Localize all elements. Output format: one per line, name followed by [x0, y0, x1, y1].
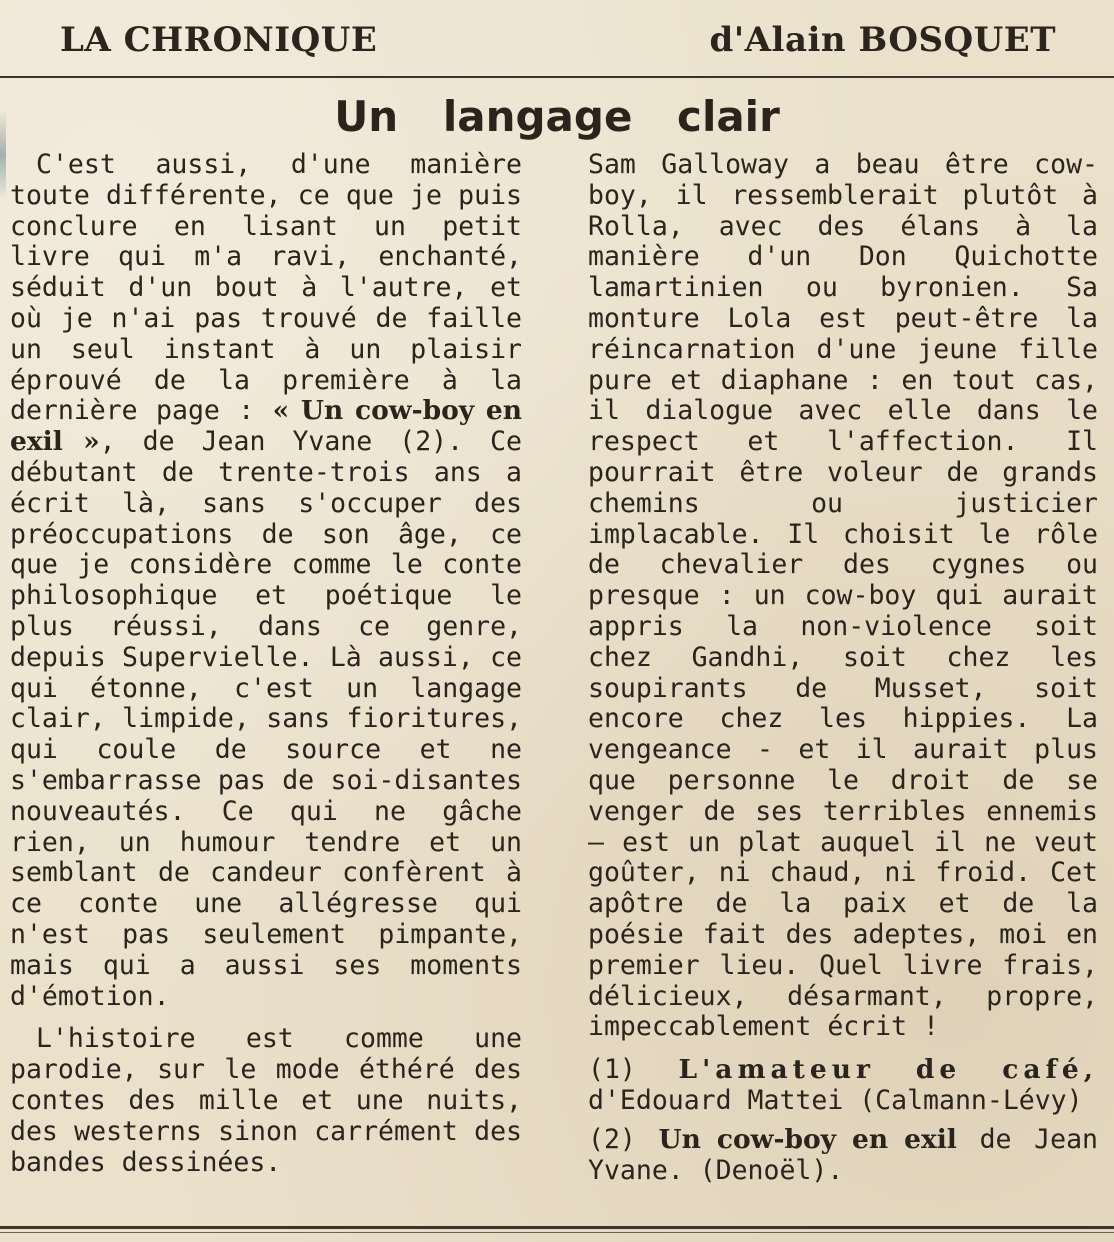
- header-rule: [0, 76, 1114, 78]
- book-title: « Un cow-boy en exil »: [10, 395, 522, 458]
- footer-rule-thin: [0, 1232, 1114, 1233]
- column-header-title: LA CHRONIQUE: [60, 20, 378, 60]
- paragraph: [10, 150, 522, 1012]
- article-column-right: [588, 150, 1098, 1186]
- footnote-number: (1): [588, 1054, 636, 1086]
- column-header-author: d'Alain BOSQUET: [709, 20, 1056, 60]
- article-column-left: [10, 150, 522, 1178]
- footnotes: [588, 1055, 1098, 1186]
- paragraph-text: L'histoire est comme une parodie, sur le mode éthéré des contes des mille et une nuits, des westerns sinon carrément des bandes dessinées.: [10, 1023, 522, 1178]
- article-headline: Un langage clair: [334, 92, 780, 141]
- paragraph: Sam Galloway a beau être cow-boy, il ressemblerait plutôt à Rolla, avec des élans à la manière d'un Don Quichotte lamartinien ou byronien. Sa monture Lola est peut-être la réincarnation d'une jeune fille pure et diaphane : en tout cas, il dialogue avec elle dans le respect et l'affection. Il pourrait être voleur de grands chemins ou justicier implacable. Il choisit le rôle de chevalier des cygnes ou presque : un cow-boy qui aurait appris la non-violence soit chez Gandhi, soit chez les soupirants de Musset, soit encore chez les hippies. La vengeance - et il aurait plus que personne le droit de se venger de ses terribles ennemis — est un plat auquel il ne veut goûter, ni chaud, ni froid. Cet apôtre de la paix et de la poésie fait des adeptes, moi en premier lieu. Quel livre frais, délicieux, désarmant, propre, impeccablement écrit !: [588, 149, 1098, 1043]
- paragraph-text: C'est aussi, d'une manière toute différente, ce que je puis conclure en lisant un petit livre qui m'a ravi, enchanté, séduit d'un bout à l'autre, et où je n'ai pas trouvé de faille un seul instant à un plaisir éprouvé de la première à la dernière page :: [10, 149, 522, 427]
- paragraph-text: , de Jean Yvane (2). Ce débutant de trente-trois ans a écrit là, sans s'occuper des préoccupations de son âge, ce que je considère comme le conte philosophique et poétique le plus réussi, dans ce genre, depuis Supervielle. Là aussi, ce qui étonne, c'est un langage clair, limpide, sans fioritures, qui coule de source et ne s'embarrasse pas de soi-disantes nouveautés. Ce qui ne gâche rien, un humour tendre et un semblant de candeur confèrent à ce conte une allégresse qui n'est pas seulement pimpante, mais qui a aussi ses moments d'émotion.: [10, 426, 522, 1012]
- footnote-number: (2): [588, 1123, 636, 1155]
- footnote-text: Jean Yvane. (Denoël).: [588, 1123, 1098, 1186]
- footnote-title: L'amateur de café,: [678, 1054, 1098, 1086]
- footnote-text: de: [979, 1123, 1012, 1155]
- footnote-1: [588, 1055, 1098, 1117]
- footnote-title: Un cow-boy en exil: [658, 1123, 957, 1155]
- footer-rule: [0, 1226, 1114, 1229]
- footnote-2: [588, 1125, 1098, 1187]
- paragraph: [10, 1024, 522, 1178]
- footnote-text: d'Edouard Mattei (Calmann-Lévy): [588, 1084, 1083, 1116]
